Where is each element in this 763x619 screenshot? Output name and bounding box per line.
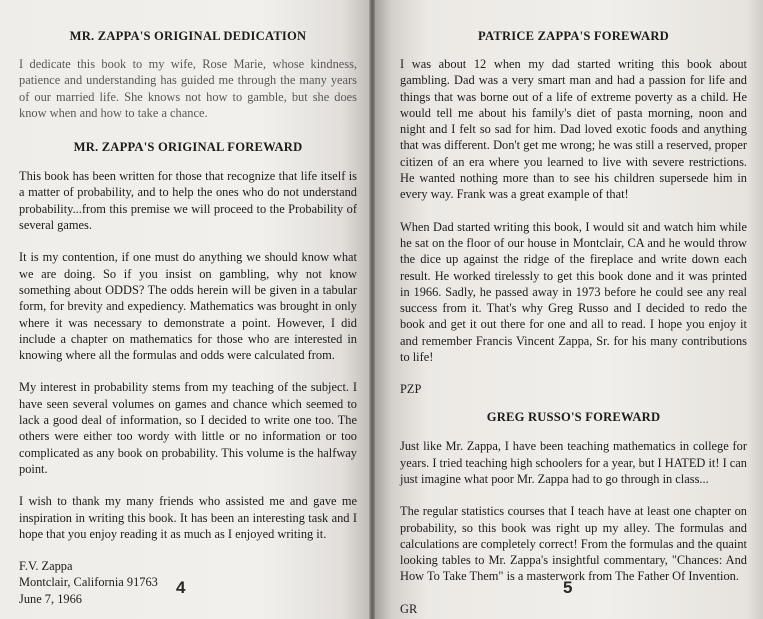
- foreward-paragraph-4: I wish to thank my many friends who assisted me and gave me inspiration in writing this book. It has been an interesting task and I hope that you enjoy reading it as much as I enjoyed writing it.: [19, 494, 357, 541]
- book-gutter: [369, 0, 375, 619]
- patrice-paragraph-2: When Dad started writing this book, I would sit and watch him while he sat on the floor of our house in Montclair, CA and he would throw the dice up against the ridge of the fireplace and write down each result. He worked tirelessly to get this book done and it was printed in 1966. Sadly, he passed away in 1973 before he could see any real success from it. That's why Greg Russo and I decided to redo the book and get it out there for one and all to read. I hope you enjoy it and remember Francis Vincent Zappa, Sr. for his many contributions to life!: [400, 219, 747, 365]
- page-number-left: 4: [176, 578, 186, 597]
- right-page: [372, 0, 763, 619]
- dedication-heading: MR. ZAPPA'S ORIGINAL DEDICATION: [69, 29, 307, 43]
- signature-date: June 7, 1966: [19, 591, 82, 606]
- russo-foreward-heading: GREG RUSSO'S FOREWARD: [486, 410, 661, 425]
- patrice-initials: PZP: [400, 382, 422, 397]
- foreward-paragraph-2: It is my contention, if one must do anything we should know what we are doing. So if you insist on gambling, why not know something about ODDS? The odds herein will be given in a tabular form, for brevity and expediency. Mathematics was brought in only where it was necessary to demonstrate a point. However, I did include a chapter on mathematics for those who are interested in knowing where all the formulas and odds were calculated from.: [19, 250, 357, 363]
- foreward-paragraph-3: My interest in probability stems from my teaching of the subject. I have seen several volumes on games and chance which seemed to lack a good deal of information, so I decided to write one too. The others were either too wordy with little or no information or too complicated as any book on probability. This volume is the halfway point.: [19, 380, 357, 476]
- russo-initials: GR: [400, 601, 418, 616]
- russo-paragraph-2: The regular statistics courses that I teach have at least one chapter on probability, so this book was right up my alley. The formulas and calculations are completely correct! From the formulas and the quaint looking tables to Mr. Zappa's insightful commentary, "Chances: And How To Take Them" is a masterwork from The Father Of Invention.: [400, 504, 747, 584]
- russo-paragraph-1: Just like Mr. Zappa, I have been teaching mathematics in college for years. I tried teaching high schoolers for a year, but I HATED it! I can just imagine what poor Mr. Zappa had to go through in class...: [400, 439, 748, 486]
- left-page-content: [19, 29, 357, 607]
- original-foreward-heading: MR. ZAPPA'S ORIGINAL FOREWARD: [73, 140, 303, 155]
- page-number-right: 5: [563, 578, 573, 597]
- right-page-content: [400, 29, 747, 617]
- dedication-text: I dedicate this book to my wife, Rose Marie, whose kindness, patience and understanding has guided me through the many years of our married life. She knows not how to gamble, but she does know when and how to take a chance.: [19, 57, 357, 120]
- foreward-paragraph-1: This book has been written for those that recognize that life itself is a matter of probability, and to help the ones who do not understand probability...from this premise we will proceed to the Probability of several games.: [19, 169, 357, 233]
- signature-name: F.V. Zappa: [19, 559, 73, 574]
- patrice-foreward-heading: PATRICE ZAPPA'S FOREWARD: [478, 29, 669, 43]
- patrice-paragraph-1: I was about 12 when my dad started writing this book about gambling. Dad was a very smart man and had a passion for life and things that was borne out of a life of extreme poverty as a child. He would tell me about his family's diet of pasta morning, noon and night and I felt so sad for him. Dad loved exotic foods and anything that was different. Don't get me wrong; he was still a reserved, proper citizen of an era where you learned to live with severe restrictions. He wanted nothing more than to see his children supersede him in every way. Frank was a great example of that!: [400, 57, 747, 202]
- signature-location: Montclair, California 91763: [19, 575, 158, 590]
- left-page: [0, 0, 372, 619]
- signature-block: [19, 558, 357, 607]
